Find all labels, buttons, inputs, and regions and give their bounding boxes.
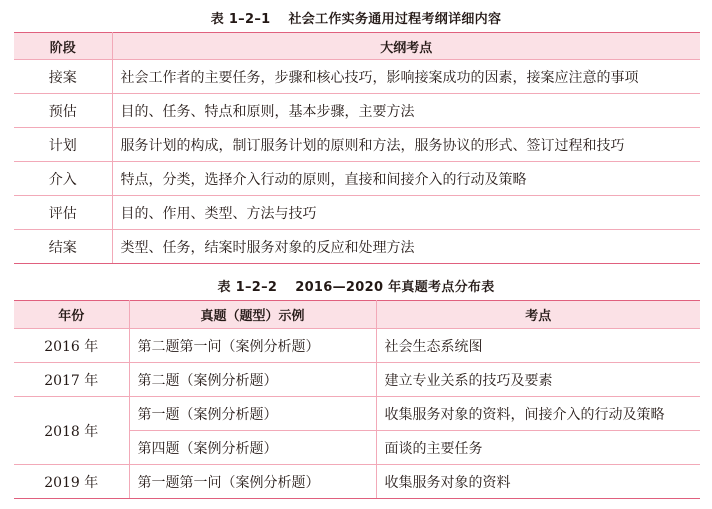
year-cell: 2019 年 <box>14 465 129 499</box>
header-year: 年份 <box>14 301 129 329</box>
points-cell: 目的、作用、类型、方法与技巧 <box>112 196 700 230</box>
table-row <box>14 94 700 128</box>
table-row <box>14 329 700 363</box>
header-outline-points: 大纲考点 <box>112 33 700 60</box>
stage-cell: 预估 <box>14 94 112 128</box>
points-cell: 目的、任务、特点和原则，基本步骤，主要方法 <box>112 94 700 128</box>
stage-cell: 接案 <box>14 60 112 94</box>
stage-cell: 计划 <box>14 128 112 162</box>
table1-caption <box>0 8 712 27</box>
points-cell: 服务计划的构成，制订服务计划的原则和方法，服务协议的形式、签订过程和技巧 <box>112 128 700 162</box>
table-row <box>14 60 700 94</box>
process-content-table <box>14 32 700 264</box>
header-question-example: 真题（题型）示例 <box>129 301 376 329</box>
table-row <box>14 128 700 162</box>
table-row <box>14 196 700 230</box>
stage-cell: 介入 <box>14 162 112 196</box>
points-cell: 特点，分类，选择介入行动的原则，直接和间接介入的行动及策略 <box>112 162 700 196</box>
point-cell: 社会生态系统图 <box>376 329 700 363</box>
question-cell: 第二题第一问（案例分析题） <box>129 329 376 363</box>
table2-caption-title: 2016—2020 年真题考点分布表 <box>295 280 495 295</box>
table1-caption-title: 社会工作实务通用过程考纲详细内容 <box>288 12 502 27</box>
table-header-row <box>14 301 700 329</box>
points-cell: 类型、任务，结案时服务对象的反应和处理方法 <box>112 230 700 264</box>
table1-caption-number: 表 1–2–1 <box>210 12 271 27</box>
year-cell: 2017 年 <box>14 363 129 397</box>
table-row <box>14 162 700 196</box>
point-cell: 面谈的主要任务 <box>376 431 700 465</box>
year-cell: 2018 年 <box>14 397 129 465</box>
question-cell: 第一题（案例分析题） <box>129 397 376 431</box>
stage-cell: 评估 <box>14 196 112 230</box>
table-header-row <box>14 33 700 60</box>
question-cell: 第一题第一问（案例分析题） <box>129 465 376 499</box>
point-cell: 建立专业关系的技巧及要素 <box>376 363 700 397</box>
table-row <box>14 363 700 397</box>
point-cell: 收集服务对象的资料 <box>376 465 700 499</box>
question-cell: 第二题（案例分析题） <box>129 363 376 397</box>
point-cell: 收集服务对象的资料，间接介入的行动及策略 <box>376 397 700 431</box>
table2-caption <box>0 276 712 295</box>
header-exam-point: 考点 <box>376 301 700 329</box>
table-row <box>14 397 700 431</box>
year-cell: 2016 年 <box>14 329 129 363</box>
question-cell: 第四题（案例分析题） <box>129 431 376 465</box>
points-cell: 社会工作者的主要任务，步骤和核心技巧，影响接案成功的因素，接案应注意的事项 <box>112 60 700 94</box>
table-row <box>14 230 700 264</box>
exam-distribution-table <box>14 300 700 499</box>
table2-caption-number: 表 1–2–2 <box>217 280 278 295</box>
header-stage: 阶段 <box>14 33 112 60</box>
stage-cell: 结案 <box>14 230 112 264</box>
table-row <box>14 465 700 499</box>
